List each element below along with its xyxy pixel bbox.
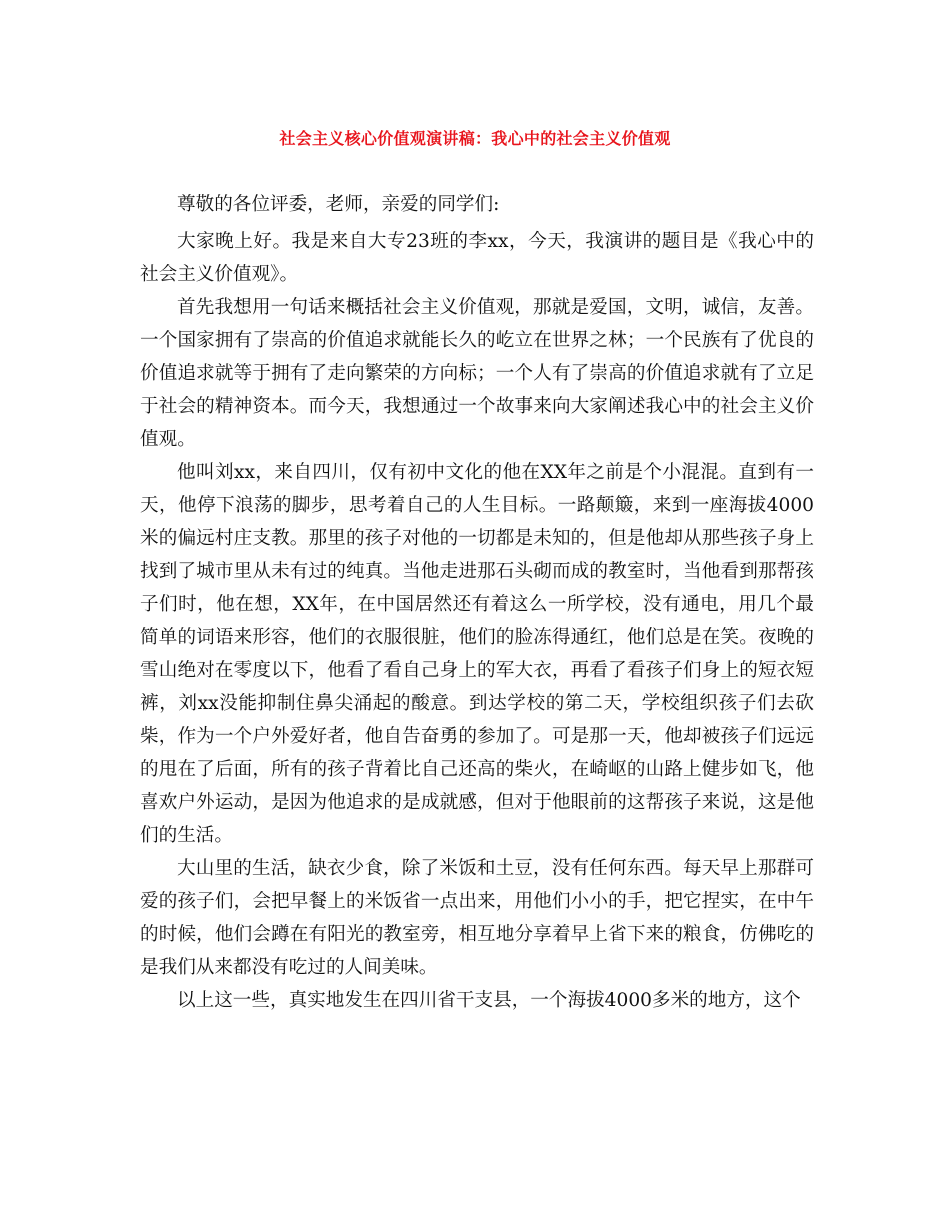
paragraph-greeting: 大家晚上好。我是来自大专23班的李xx，今天，我演讲的题目是《我心中的社会主义价值观》。 xyxy=(140,231,814,285)
paragraph-salutation: 尊敬的各位评委，老师，亲爱的同学们: xyxy=(177,194,500,215)
paragraph-closing-fragment: 以上这一些，真实地发生在四川省干支县，一个海拔4000多米的地方，这个 xyxy=(177,990,801,1011)
paragraph-story: 他叫刘xx，来自四川，仅有初中文化的他在XX年之前是个小混混。直到有一天，他停下浪荡的脚步，思考着自己的人生目标。一路颠簸，来到一座海拔4000米的偏远村庄支教。那里的孩子对他的一切都是未知的，但是他却从那些孩子身上找到了城市里从未有过的纯真。当他走进那石头砌而成的教室时，当他看到那帮孩子们时，他在想，XX年，在中国居然还有着这么一所学校，没有通电，用几个最简单的词语来形容，他们的衣服很脏，他们的脸冻得通红，他们总是在笑。夜晚的雪山绝对在零度以下，他看了看自己身上的军大衣，再看了看孩子们身上的短衣短裤，刘xx没能抑制住鼻尖涌起的酸意。到达学校的第二天，学校组织孩子们去砍柴，作为一个户外爱好者，他自告奋勇的参加了。可是那一天，他却被孩子们远远的甩在了后面，所有的孩子背着比自己还高的柴火，在崎岖的山路上健步如飞，他喜欢户外运动，是因为他追求的是成就感，但对于他眼前的这帮孩子来说，这是他们的生活。 xyxy=(140,462,814,846)
document-body xyxy=(140,188,814,1017)
paragraph-intro: 首先我想用一句话来概括社会主义价值观，那就是爱国，文明，诚信，友善。一个国家拥有了崇高的价值追求就能长久的屹立在世界之林；一个民族有了优良的价值追求就等于拥有了走向繁荣的方向标；一个人有了崇高的价值追求就有了立足于社会的精神资本。而今天，我想通过一个故事来向大家阐述我心中的社会主义价值观。 xyxy=(140,297,814,450)
paragraph-mountain-life: 大山里的生活，缺衣少食，除了米饭和土豆，没有任何东西。每天早上那群可爱的孩子们，会把早餐上的米饭省一点出来，用他们小小的手，把它捏实，在中午的时候，他们会蹲在有阳光的教室旁，相互地分享着早上省下来的粮食，仿佛吃的是我们从来都没有吃过的人间美味。 xyxy=(140,858,814,978)
document-title: 社会主义核心价值观演讲稿：我心中的社会主义价值观 xyxy=(279,129,671,148)
